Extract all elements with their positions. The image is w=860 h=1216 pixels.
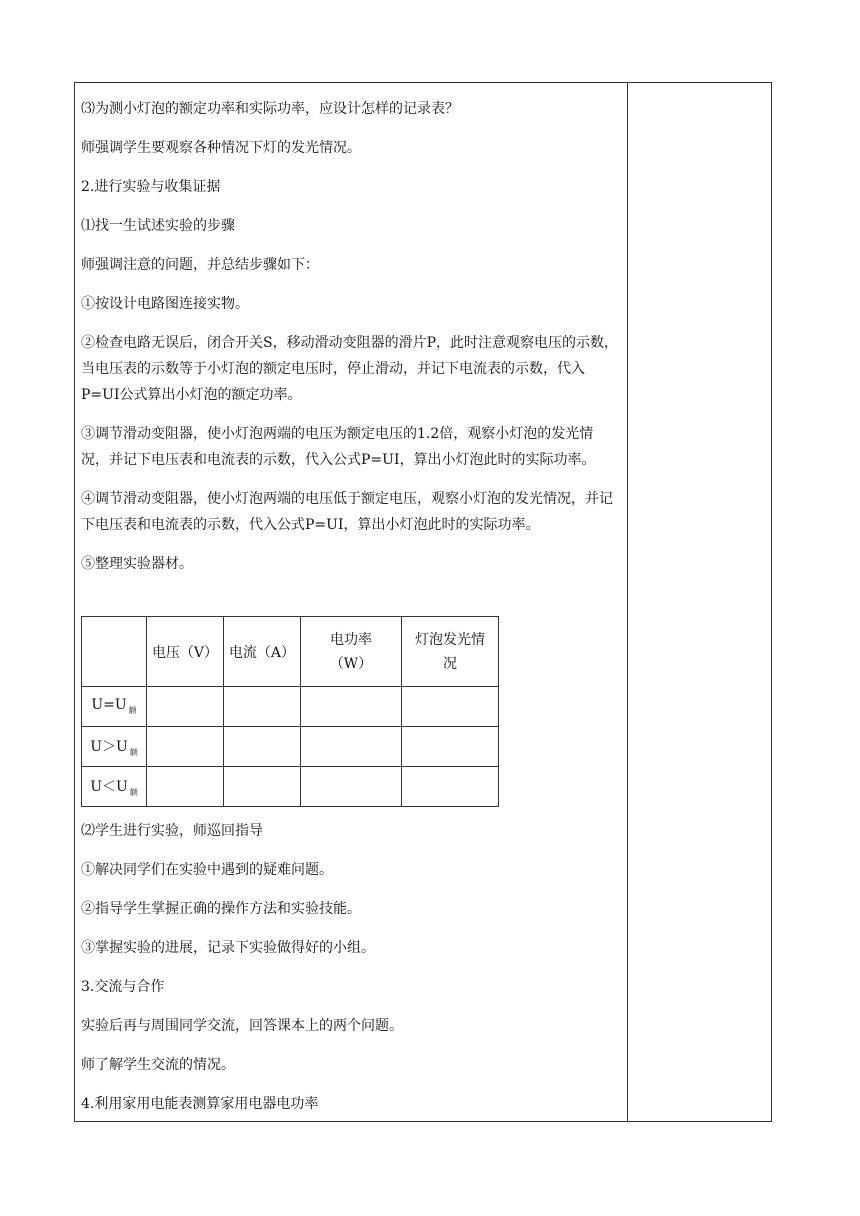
- record-table: [81, 616, 499, 807]
- section-heading: 4.利用家用电能表测算家用电器电功率: [81, 1096, 319, 1112]
- table-cell: [224, 767, 301, 807]
- table-cell: [147, 687, 224, 727]
- section-heading: 3.交流与合作: [81, 979, 165, 995]
- step-item: ①按设计电路图连接实物。: [81, 296, 249, 312]
- header-cell: 灯泡发光情况: [402, 617, 499, 687]
- table-cell: [224, 687, 301, 727]
- table-cell: [301, 767, 402, 807]
- table-cell: [147, 767, 224, 807]
- table-cell: [402, 687, 499, 727]
- step-item: ⑤整理实验器材。: [81, 556, 193, 572]
- paragraph: 师强调学生要观察各种情况下灯的发光情况。: [81, 140, 361, 156]
- paragraph: ⑵学生进行实验，师巡回指导: [81, 823, 263, 839]
- table-cell: [224, 727, 301, 767]
- main-column: [81, 82, 621, 577]
- table-cell: [147, 727, 224, 767]
- table-cell: [301, 687, 402, 727]
- row-label: U＜U $_额$: [82, 767, 147, 807]
- step-item: ①解决同学们在实验中遇到的疑难问题。: [81, 862, 333, 878]
- table-cell: [402, 727, 499, 767]
- column-divider: [627, 82, 628, 1122]
- row-label: U＞U $_额$: [82, 727, 147, 767]
- paragraph: 师强调注意的问题，并总结步骤如下：: [81, 257, 319, 273]
- step-item: ②指导学生掌握正确的操作方法和实验技能。: [81, 901, 361, 917]
- step-item: ③调节滑动变阻器，使小灯泡两端的电压为额定电压的1.2倍，观察小灯泡的发光情况，并记下电压表和电流表的示数，代入公式P=UI，算出小灯泡此时的实际功率。: [81, 426, 596, 468]
- step-item: ③掌握实验的进展，记录下实验做得好的小组。: [81, 940, 375, 956]
- paragraph: ⑴找一生试述实验的步骤: [81, 218, 235, 234]
- paragraph: 实验后再与周围同学交流，回答课本上的两个问题。: [81, 1018, 403, 1034]
- header-cell: 电压（V）: [147, 617, 224, 687]
- header-cell: 电流（A）: [224, 617, 301, 687]
- main-column-lower: [81, 816, 621, 1117]
- header-cell: [82, 617, 147, 687]
- table-cell: [402, 767, 499, 807]
- step-item: ④调节滑动变阻器，使小灯泡两端的电压低于额定电压，观察小灯泡的发光情况，并记下电压表和电流表的示数，代入公式P=UI，算出小灯泡此时的实际功率。: [81, 491, 613, 533]
- table-cell: [301, 727, 402, 767]
- header-cell: 电功率（W）: [301, 617, 402, 687]
- step-item: ②检查电路无误后，闭合开关S，移动滑动变阻器的滑片P，此时注意观察电压的示数，当电压表的示数等于小灯泡的额定电压时，停止滑动，并记下电流表的示数，代入P=UI公式算出小灯泡的额定功率。: [81, 335, 619, 403]
- paragraph: 师了解学生交流的情况。: [81, 1057, 235, 1073]
- row-label: U=U $_额$: [82, 687, 147, 727]
- section-heading: 2.进行实验与收集证据: [81, 179, 221, 195]
- paragraph: ⑶为测小灯泡的额定功率和实际功率，应设计怎样的记录表？: [81, 101, 459, 117]
